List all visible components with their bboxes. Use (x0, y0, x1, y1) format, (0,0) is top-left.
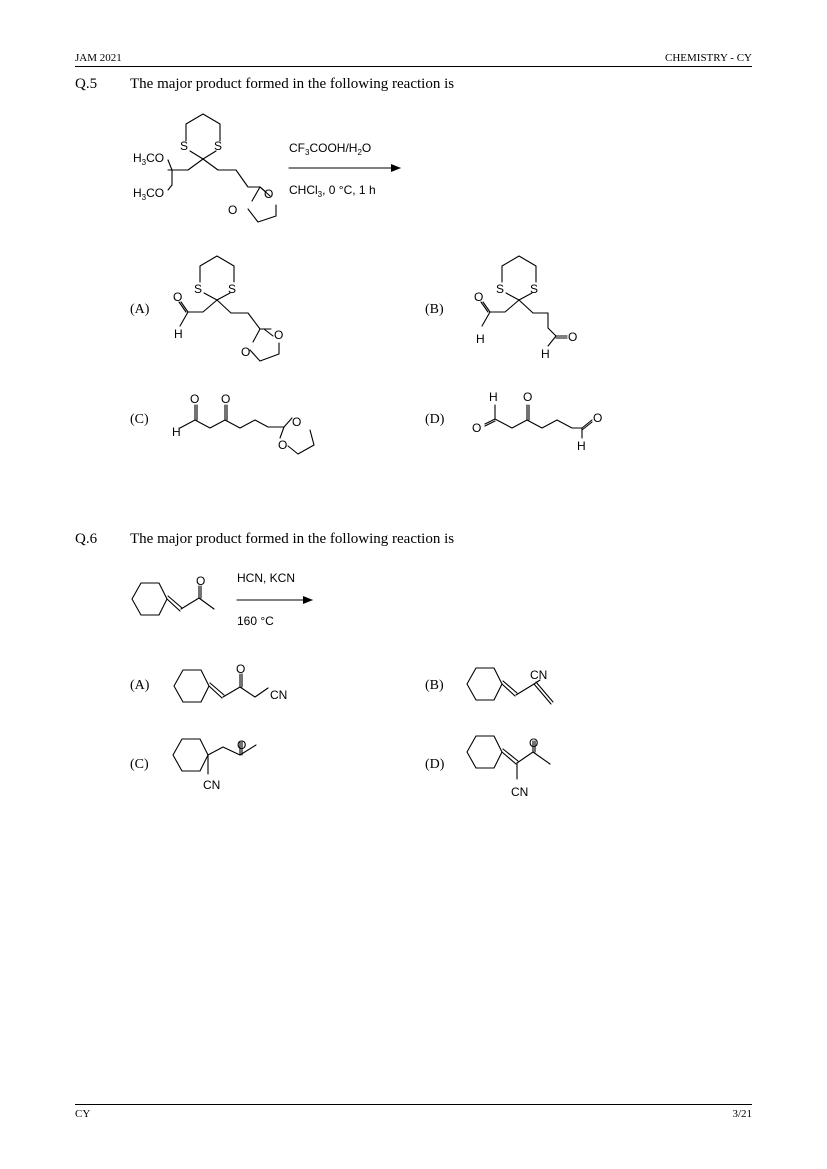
svg-text:CN: CN (511, 785, 529, 799)
q5-option-d-structure (485, 405, 592, 438)
svg-text:O: O (472, 421, 482, 435)
svg-text:CN: CN (203, 778, 221, 792)
svg-text:H: H (174, 327, 183, 341)
footer-subject-code: CY (75, 1108, 91, 1120)
svg-text:O: O (274, 328, 284, 342)
q6-option-b-label: (B) (425, 678, 444, 693)
svg-text:O: O (264, 187, 274, 201)
q5-reagent-bottom: CHCl$_3$, 0 °C, 1 h (289, 183, 376, 199)
svg-text:S: S (496, 282, 505, 296)
svg-text:O: O (196, 574, 206, 588)
q5-number: Q.5 (75, 76, 98, 92)
svg-text:S: S (194, 282, 203, 296)
svg-text:O: O (190, 392, 200, 406)
q6-question-text: The major product formed in the following reaction is (130, 531, 455, 547)
svg-text:H: H (541, 347, 550, 361)
header-exam-name: JAM 2021 (75, 52, 122, 64)
q5-reactant-structure (168, 114, 276, 222)
q6-reagent-bottom: 160 °C (237, 614, 274, 628)
q6-option-a-label: (A) (130, 678, 150, 693)
svg-text:H: H (577, 439, 586, 453)
q5-question-text: The major product formed in the following reaction is (130, 76, 455, 92)
svg-text:O: O (292, 415, 302, 429)
svg-text:S: S (530, 282, 539, 296)
q5-option-a-structure (179, 256, 279, 361)
q6-option-a-structure (174, 670, 268, 702)
svg-text:H3CO: $H_3CO$ (133, 186, 165, 202)
q5-option-c-structure (180, 405, 314, 454)
header-subject: CHEMISTRY - CY (665, 52, 752, 64)
q6-option-c-label: (C) (130, 757, 149, 772)
q6-number: Q.6 (75, 531, 98, 547)
svg-text:O: O (236, 662, 246, 676)
svg-text:O: O (237, 738, 247, 752)
svg-text:H: H (172, 425, 181, 439)
svg-text:O: O (173, 290, 183, 304)
svg-text:O: O (278, 438, 288, 452)
svg-text:S: S (228, 282, 237, 296)
q5-option-b-structure (481, 256, 567, 346)
svg-text:H: H (476, 332, 485, 346)
q6-reagent-top: HCN, KCN (237, 571, 296, 585)
q5-option-b-label: (B) (425, 302, 444, 317)
svg-text:O: O (228, 203, 238, 217)
svg-text:H3CO: $H_3CO$ (133, 151, 165, 167)
svg-text:S: S (214, 139, 223, 153)
svg-text:O: O (523, 390, 533, 404)
svg-text:O: O (568, 330, 578, 344)
svg-text:O: O (474, 290, 484, 304)
q5-reagent-top: $CF_3COOH/H_2O$ (289, 141, 372, 157)
svg-text:CN: CN (270, 688, 288, 702)
footer-page-number: 3/21 (732, 1108, 752, 1120)
svg-text:O: O (593, 411, 603, 425)
svg-text:O: O (529, 736, 539, 750)
svg-text:CN: CN (530, 668, 548, 682)
svg-text:O: O (241, 345, 251, 359)
svg-text:O: O (221, 392, 231, 406)
q6-option-d-label: (D) (425, 757, 445, 772)
svg-text:S: S (180, 139, 189, 153)
svg-text:H: H (489, 390, 498, 404)
q5-option-a-label: (A) (130, 302, 150, 317)
q5-option-d-label: (D) (425, 412, 445, 427)
q5-option-c-label: (C) (130, 412, 149, 427)
